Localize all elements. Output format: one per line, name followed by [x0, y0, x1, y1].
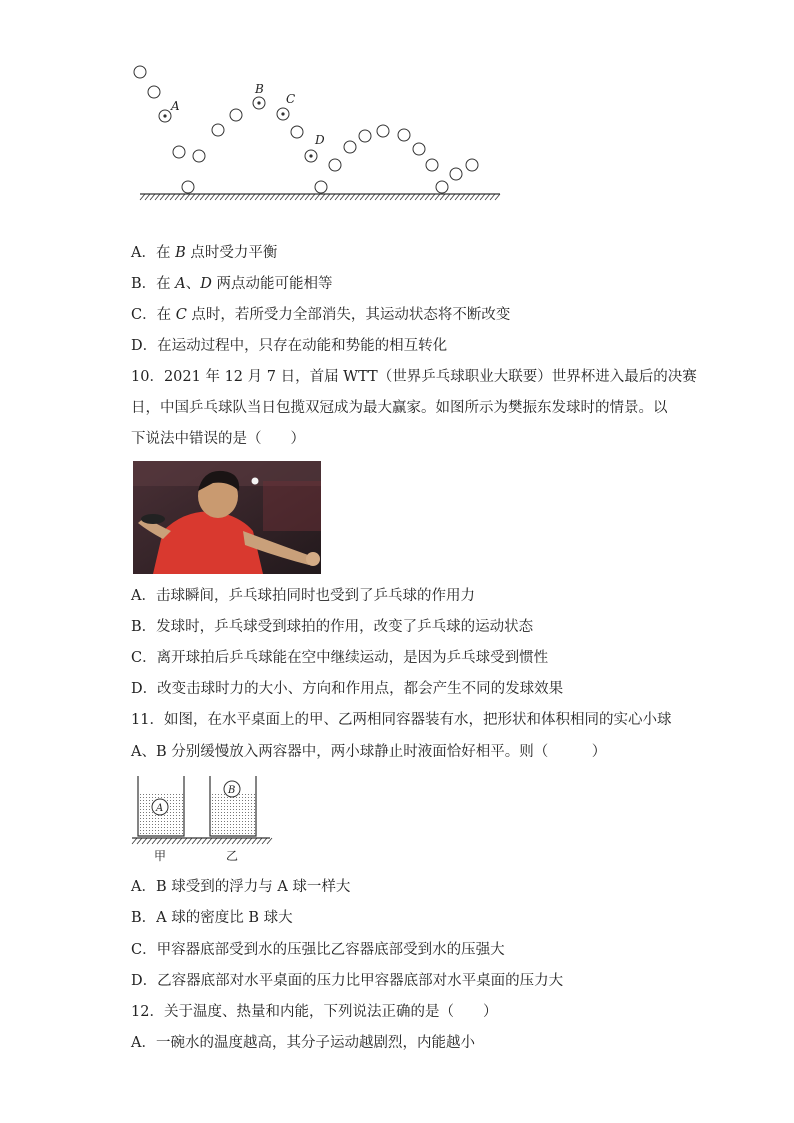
q9-option-c: C．在 C 点时，若所受力全部消失，其运动状态将不断改变: [131, 307, 511, 323]
q11-stem-line-2: A、B 分别缓慢放入两容器中，两小球静止时液面恰好相平。则（ ）: [131, 744, 607, 760]
label-a: A: [171, 99, 180, 113]
q10-stem-line-1: 10．2021 年 12 月 7 日，首届 WTT（世界乒乓球职业大联要）世界杯进入最后的决赛: [131, 369, 697, 385]
containers-figure: [130, 772, 280, 864]
q12-option-a: A．一碗水的温度越高，其分子运动越剧烈，内能越小: [131, 1035, 475, 1051]
q10-stem-line-3: 下说法中错误的是（ ）: [131, 431, 305, 447]
q10-option-a: A．击球瞬间，乒乓球拍同时也受到了乒乓球的作用力: [131, 588, 475, 604]
label-b: B: [255, 82, 264, 96]
table-tennis-photo: [133, 461, 321, 574]
q12-stem: 12．关于温度、热量和内能，下列说法正确的是（ ）: [131, 1004, 498, 1020]
q10-option-d: D．改变击球时力的大小、方向和作用点，都会产生不同的发球效果: [131, 681, 564, 697]
q9-option-a: A．在 B 点时受力平衡: [131, 245, 278, 261]
ball-b-label: B: [228, 785, 236, 796]
q9-option-b: B．在 A、D 两点动能可能相等: [131, 276, 333, 292]
label-d: D: [315, 133, 325, 147]
q11-stem-line-1: 11．如图，在水平桌面上的甲、乙两相同容器装有水，把形状和体积相同的实心小球: [131, 712, 672, 728]
ball-trajectory-figure: [130, 60, 510, 210]
q11-option-b: B．A 球的密度比 B 球大: [131, 910, 293, 926]
q10-option-c: C．离开球拍后乒乓球能在空中继续运动，是因为乒乓球受到惯性: [131, 650, 549, 666]
q9-option-d: D．在运动过程中，只存在动能和势能的相互转化: [131, 338, 448, 354]
q11-option-a: A．B 球受到的浮力与 A 球一样大: [131, 879, 351, 895]
q10-option-b: B．发球时，乒乓球受到球拍的作用，改变了乒乓球的运动状态: [131, 619, 534, 635]
ball-a-label: A: [156, 803, 164, 814]
q11-option-c: C．甲容器底部受到水的压强比乙容器底部受到水的压强大: [131, 942, 505, 958]
label-yi: 乙: [226, 849, 239, 863]
q11-option-d: D．乙容器底部对水平桌面的压力比甲容器底部对水平桌面的压力大: [131, 973, 564, 989]
q10-stem-line-2: 日，中国乒乓球队当日包揽双冠成为最大赢家。如图所示为樊振东发球时的情景。以: [131, 400, 668, 416]
label-jia: 甲: [154, 849, 167, 863]
label-c: C: [286, 92, 296, 106]
